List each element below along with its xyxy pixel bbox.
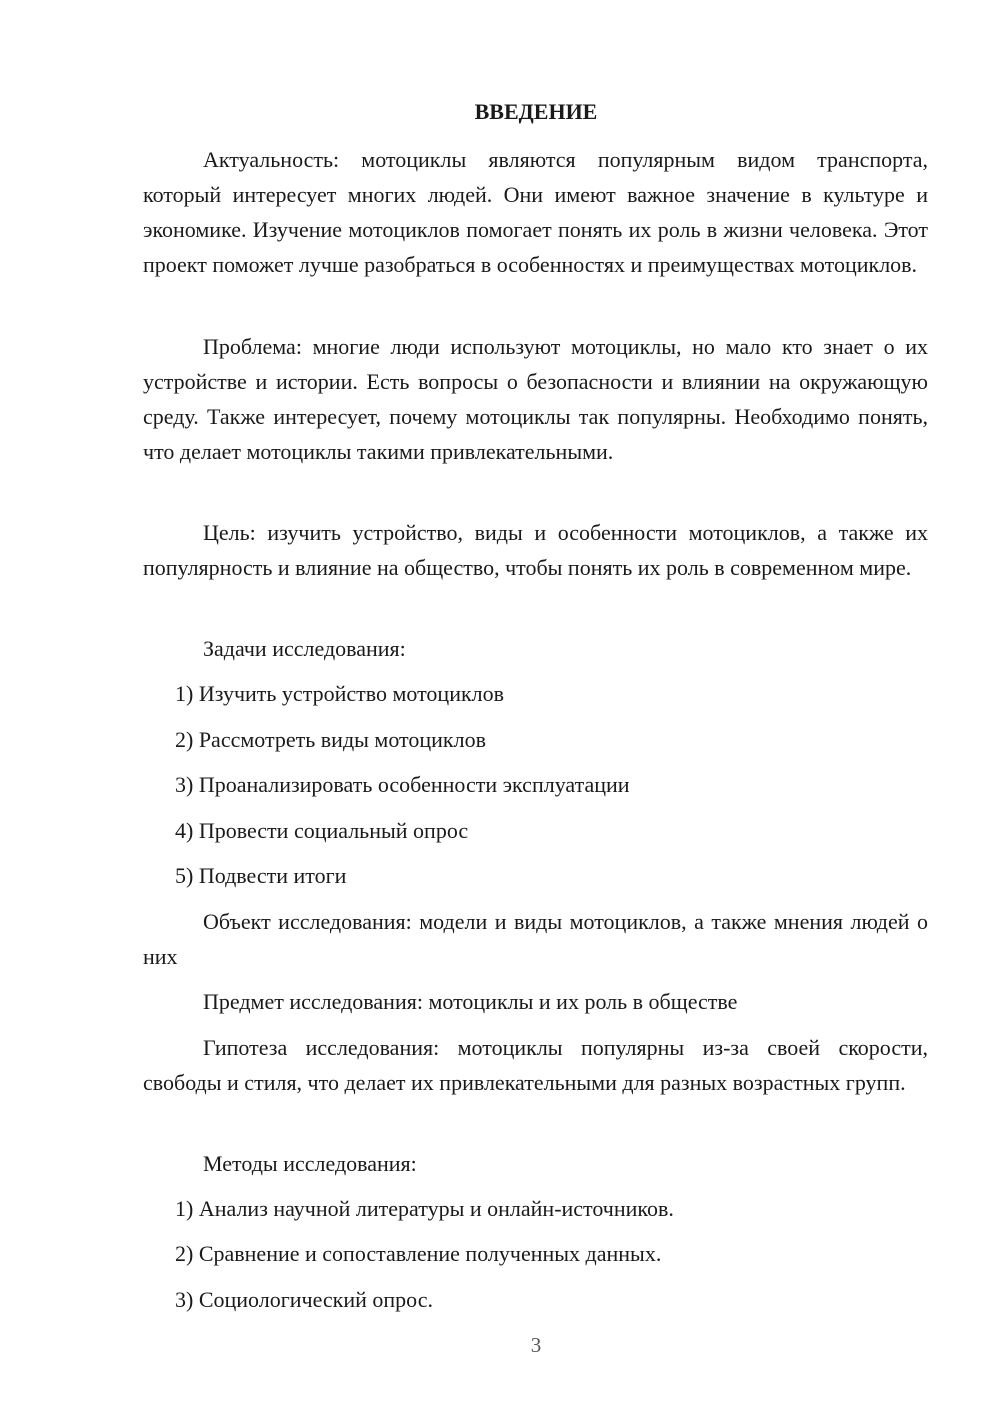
task-item: 4) Провести социальный опрос (175, 818, 469, 843)
task-item: 3) Проанализировать особенности эксплуатации (175, 772, 630, 797)
task-item: 5) Подвести итоги (175, 863, 347, 888)
subject-paragraph: Предмет исследования: мотоциклы и их роль в обществе (203, 989, 738, 1014)
method-item: 1) Анализ научной литературы и онлайн-источников. (175, 1196, 674, 1221)
page-number: 3 (530, 1333, 542, 1357)
relevance-paragraph: Актуальность: мотоциклы являются популярным видом транспорта, который интересует многих людей. Они имеют важное значение в культуре и экономике. Изучение мотоциклов помогает понять их роль в жизни человека. Этот проект поможет лучше разобраться в особенностях и преимуществах мотоциклов. (143, 147, 928, 277)
problem-paragraph: Проблема: многие люди используют мотоциклы, но мало кто знает о их устройстве и истории. Есть вопросы о безопасности и влиянии на окружающую среду. Также интересует, почему мотоциклы так популярны. Необходимо понять, что делает мотоциклы такими привлекательными. (143, 334, 928, 464)
task-item: 1) Изучить устройство мотоциклов (175, 681, 505, 706)
tasks-heading: Задачи исследования: (203, 636, 406, 661)
method-item: 2) Сравнение и сопоставление полученных данных. (175, 1241, 662, 1266)
goal-paragraph: Цель: изучить устройство, виды и особенности мотоциклов, а также их популярность и влияние на общество, чтобы понять их роль в современном мире. (143, 520, 928, 580)
page-title: ВВЕДЕНИЕ (474, 99, 598, 124)
task-item: 2) Рассмотреть виды мотоциклов (175, 727, 486, 752)
hypothesis-paragraph: Гипотеза исследования: мотоциклы популярны из-за своей скорости, свободы и стиля, что делает их привлекательными для разных возрастных групп. (143, 1035, 928, 1095)
methods-heading: Методы исследования: (203, 1151, 417, 1176)
method-item: 3) Социологический опрос. (175, 1287, 433, 1312)
object-paragraph: Объект исследования: модели и виды мотоциклов, а также мнения людей о них (143, 909, 928, 969)
